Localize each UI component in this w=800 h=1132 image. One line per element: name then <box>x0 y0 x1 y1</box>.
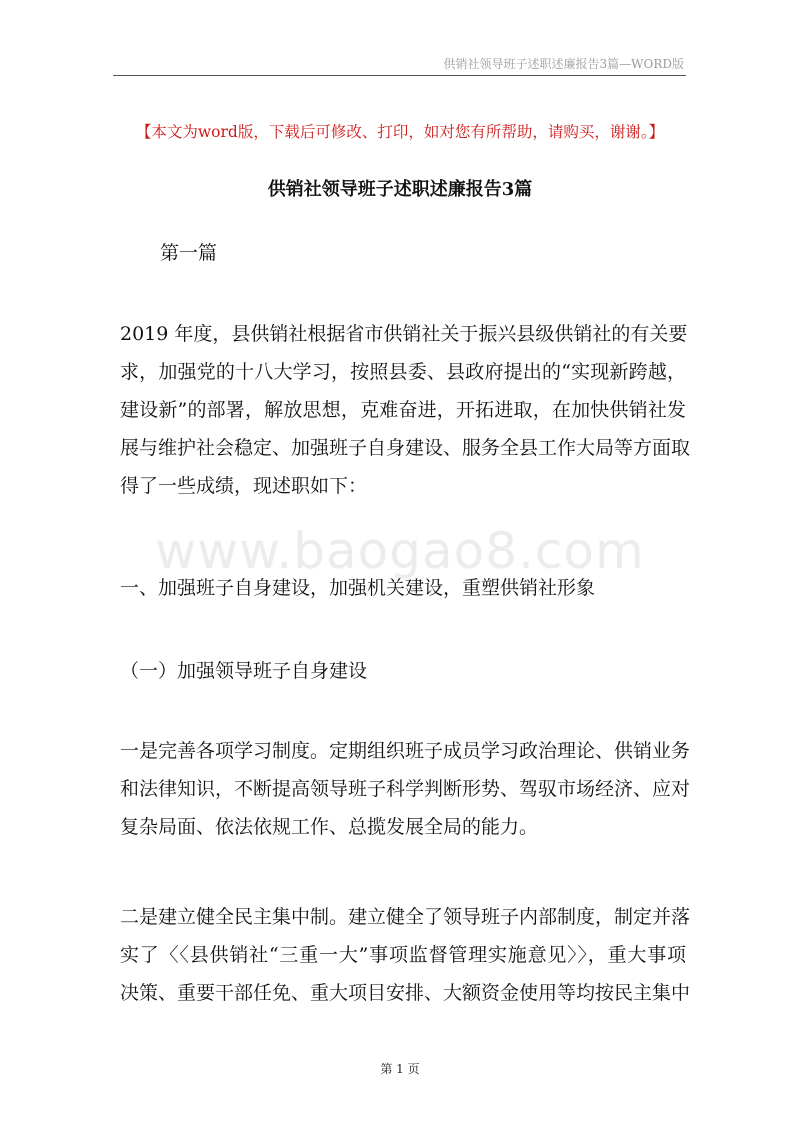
document-title: 供销社领导班子述职述廉报告3篇 <box>267 179 533 200</box>
paragraph-line: 得了一些成绩，现述职如下： <box>120 475 368 497</box>
paragraph-line: 一是完善各项学习制度。定期组织班子成员学习政治理论、供销业务 <box>120 740 691 762</box>
point-two-paragraph <box>120 898 691 1012</box>
paragraph-line: 实了〈〈县供销社“三重一大”事项监督管理实施意见〉〉，重大事项 <box>120 944 686 966</box>
paragraph-line: 展与维护社会稳定、加强班子自身建设、服务全县工作大局等方面取 <box>120 437 691 459</box>
point-one-paragraph <box>120 732 691 846</box>
paragraph-line: 二是建立健全民主集中制。建立健全了领导班子内部制度，制定并落 <box>120 906 691 928</box>
site-watermark: www.baogao8.com <box>155 522 645 580</box>
header-divider <box>113 75 686 76</box>
paragraph-line: 复杂局面、依法依规工作、总揽发展全局的能力。 <box>120 816 539 838</box>
paragraph-line: 建设新”的部署，解放思想，克难奋进，开拓进取，在加快供销社发 <box>120 399 686 421</box>
heading-level-2: （一）加强领导班子自身建设 <box>120 660 368 682</box>
paragraph-line: 决策、重要干部任免、重大项目安排、大额资金使用等均按民主集中 <box>120 982 691 1004</box>
running-header: 供销社领导班子述职述廉报告3篇—WORD版 <box>443 57 684 71</box>
download-notice: 【本文为word版，下载后可修改、打印，如对您有所帮助，请购买，谢谢。】 <box>135 123 665 141</box>
intro-paragraph <box>120 315 691 505</box>
paragraph-line: 2019 年度，县供销社根据省市供销社关于振兴县级供销社的有关要 <box>120 323 688 345</box>
paragraph-line: 和法律知识，不断提高领导班子科学判断形势、驾驭市场经济、应对 <box>120 778 691 800</box>
page-number: 第 1 页 <box>380 1062 420 1076</box>
section-label: 第一篇 <box>160 242 218 264</box>
paragraph-line: 求，加强党的十八大学习，按照县委、县政府提出的“实现新跨越， <box>120 361 686 383</box>
heading-level-1: 一、加强班子自身建设，加强机关建设，重塑供销社形象 <box>120 577 596 599</box>
